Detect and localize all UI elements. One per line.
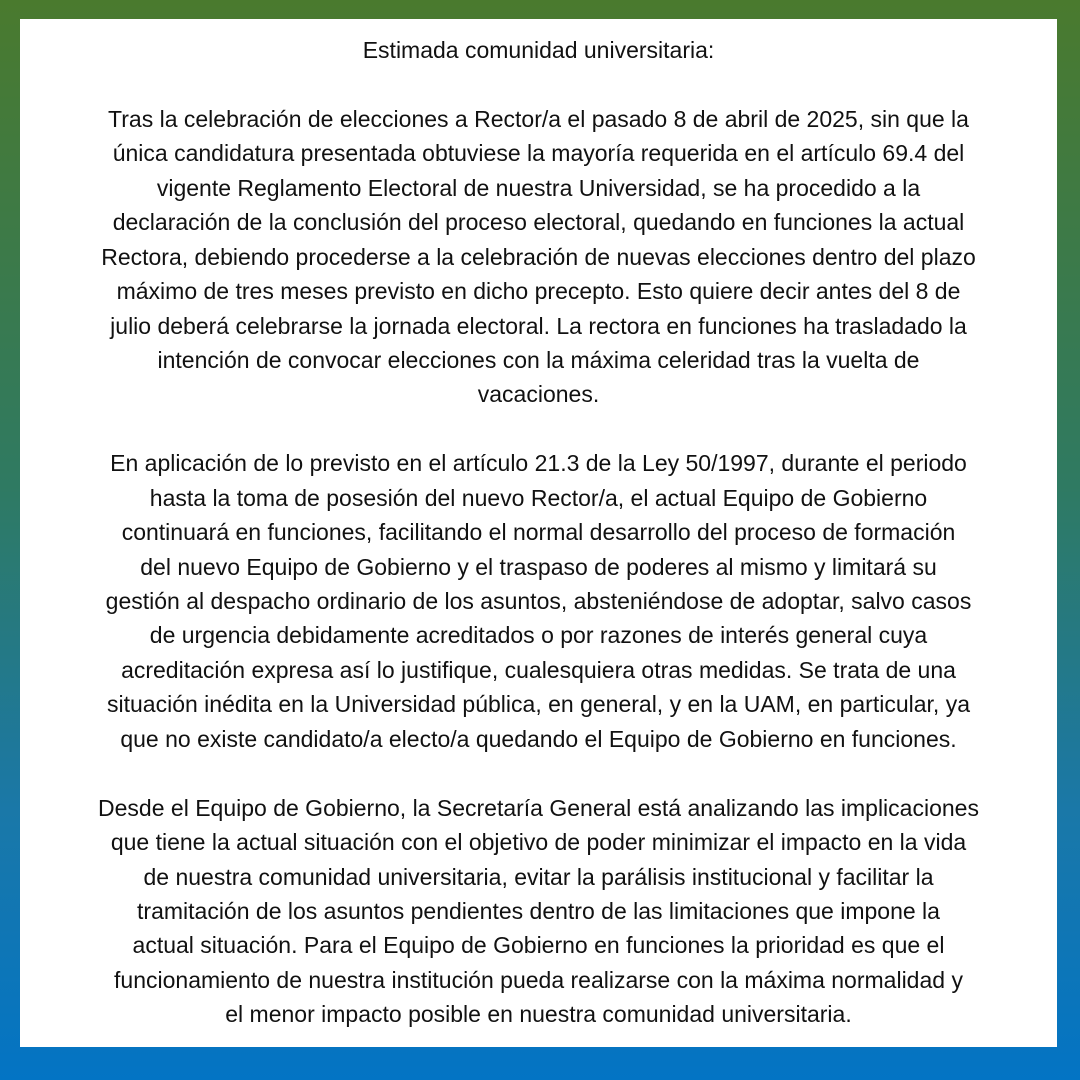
letter-body bbox=[20, 33, 1057, 1066]
paragraph-line: Rectora, debiendo procederse a la celebración de nuevas elecciones dentro del plazo bbox=[101, 243, 976, 270]
paragraph-line: continuará en funciones, facilitando el normal desarrollo del proceso de formación bbox=[121, 519, 956, 546]
paragraph-line: única candidatura presentada obtuviese la mayoría requerida en el artículo 69.4 del bbox=[112, 140, 965, 167]
paragraph-2 bbox=[20, 446, 1057, 756]
paragraph-line: En aplicación de lo previsto en el artículo 21.3 de la Ley 50/1997, durante el periodo bbox=[110, 450, 967, 477]
paragraph-line: actual situación. Para el Equipo de Gobierno en funciones la prioridad es que el bbox=[132, 932, 945, 959]
paragraph-line: vacaciones. bbox=[477, 381, 600, 408]
paragraph-line: situación inédita en la Universidad pública, en general, y en la UAM, en particular, ya bbox=[107, 691, 970, 718]
paragraph-line: Tras la celebración de elecciones a Rector/a el pasado 8 de abril de 2025, sin que la bbox=[108, 105, 969, 132]
paragraph-3 bbox=[20, 791, 1057, 1032]
paragraph-line: que no existe candidato/a electo/a quedando el Equipo de Gobierno en funciones. bbox=[120, 725, 957, 752]
greeting bbox=[20, 33, 1057, 67]
paragraph-line: Desde el Equipo de Gobierno, la Secretaría General está analizando las implicaciones bbox=[98, 794, 979, 821]
paragraph-line: del nuevo Equipo de Gobierno y el traspaso de poderes al mismo y limitará su bbox=[140, 553, 937, 580]
paragraph-line: julio deberá celebrarse la jornada electoral. La rectora en funciones ha trasladado la bbox=[110, 312, 967, 339]
paragraph-line: que tiene la actual situación con el objetivo de poder minimizar el impacto en la vida bbox=[110, 829, 967, 856]
paragraph-line: el menor impacto posible en nuestra comunidad universitaria. bbox=[225, 1001, 852, 1028]
greeting-line: Estimada comunidad universitaria: bbox=[362, 37, 715, 63]
paragraph-line: hasta la toma de posesión del nuevo Rector/a, el actual Equipo de Gobierno bbox=[149, 484, 928, 511]
paragraph-line: intención de convocar elecciones con la máxima celeridad tras la vuelta de bbox=[157, 346, 920, 373]
paragraph-line: funcionamiento de nuestra institución pueda realizarse con la máxima normalidad y bbox=[114, 966, 963, 993]
paragraph-1 bbox=[20, 102, 1057, 412]
paragraph-line: de nuestra comunidad universitaria, evitar la parálisis institucional y facilitar la bbox=[143, 863, 934, 890]
letter-card bbox=[20, 19, 1057, 1047]
paragraph-line: acreditación expresa así lo justifique, cualesquiera otras medidas. Se trata de una bbox=[121, 656, 956, 683]
paragraph-line: declaración de la conclusión del proceso electoral, quedando en funciones la actual bbox=[112, 209, 965, 236]
paragraph-line: de urgencia debidamente acreditados o por razones de interés general cuya bbox=[149, 622, 928, 649]
paragraph-line: vigente Reglamento Electoral de nuestra Universidad, se ha procedido a la bbox=[156, 174, 921, 201]
paragraph-line: máximo de tres meses previsto en dicho precepto. Esto quiere decir antes del 8 de bbox=[116, 278, 961, 305]
paragraph-line: gestión al despacho ordinario de los asuntos, absteniéndose de adoptar, salvo casos bbox=[105, 588, 972, 614]
paragraph-line: tramitación de los asuntos pendientes dentro de las limitaciones que impone la bbox=[137, 897, 940, 924]
